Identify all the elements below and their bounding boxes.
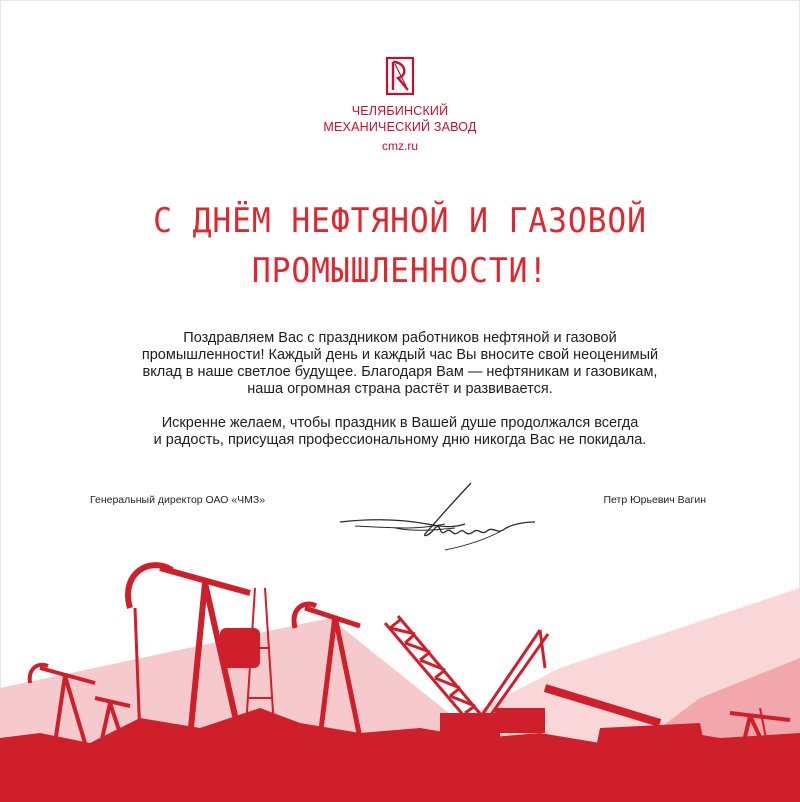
company-name-line1: ЧЕЛЯБИНСКИЙ — [351, 104, 449, 118]
greeting-message — [60, 330, 740, 466]
message-line: и радость, присущая профессиональному дню никогда Вас не покидала. — [153, 432, 647, 448]
message-paragraph-1 — [60, 330, 740, 398]
message-line: наша огромная страна растёт и развивается. — [247, 381, 553, 397]
message-line: Искренне желаем, чтобы праздник в Вашей душе продолжался всегда — [161, 415, 639, 431]
signer-position: Генеральный директор ОАО «ЧМЗ» — [90, 494, 266, 506]
message-line: промышленности! Каждый день и каждый час Вы вносите свой неоценимый — [141, 347, 659, 363]
signer-name: Петр Юрьевич Вагин — [603, 494, 706, 506]
greeting-title-line2: ПРОМЫШЛЕННОСТИ! — [251, 251, 549, 291]
message-line: вклад в наше светлое будущее. Благодаря Вам — нефтяникам и газовикам, — [142, 364, 658, 380]
company-logo-icon — [384, 56, 416, 96]
message-paragraph-2 — [60, 415, 740, 449]
greeting-title — [32, 196, 768, 296]
company-website: cmz.ru — [382, 139, 418, 153]
oil-industry-silhouette — [0, 548, 800, 802]
company-name — [0, 103, 800, 135]
greeting-title-line1: С ДНЁМ НЕФТЯНОЙ И ГАЗОВОЙ — [153, 201, 647, 241]
handwritten-signature — [335, 478, 545, 553]
company-name-line2: МЕХАНИЧЕСКИЙ ЗАВОД — [323, 120, 477, 134]
message-line: Поздравляем Вас с праздником работников нефтяной и газовой — [183, 330, 617, 346]
